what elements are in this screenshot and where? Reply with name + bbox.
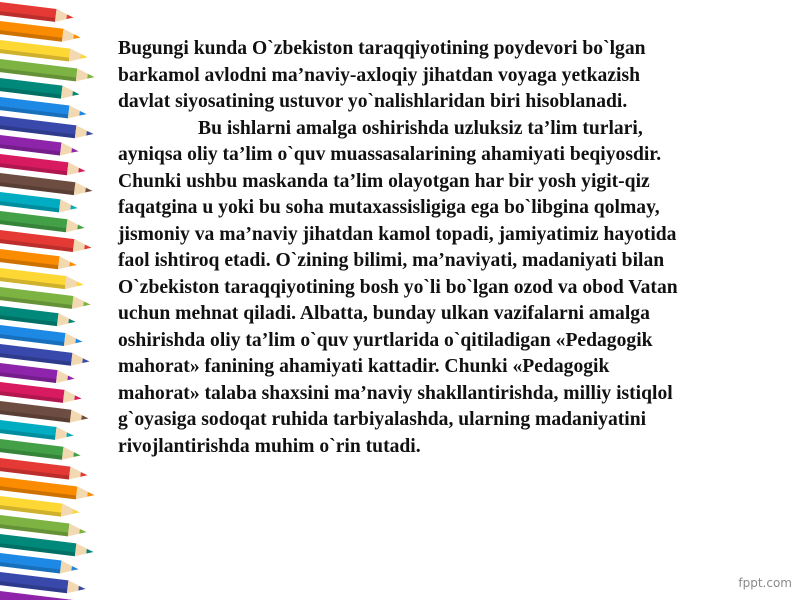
pencil — [0, 400, 89, 424]
pencil — [0, 514, 87, 538]
pencil — [0, 20, 81, 44]
text-line: faqatgina u yoki bu soha mutaxassisligiga ega bo`libgina qolmay, — [118, 197, 660, 218]
pencil — [0, 438, 81, 462]
text-line: rivojlantirishda muhim o`rin tutadi. — [118, 435, 421, 457]
pencil — [0, 267, 84, 291]
text-line: uchun mehnat qiladi. Albatta, bunday ulkan vazifalarni amalga — [118, 303, 650, 324]
colored-pencils-border — [0, 0, 110, 600]
pencil — [0, 419, 74, 442]
pencil — [0, 191, 78, 214]
pencil — [0, 305, 76, 328]
watermark: fppt.com — [738, 576, 792, 590]
text-line: barkamol avlodni ma’naviy-axloqiy jihatdan voyaga yetkazish — [118, 64, 641, 86]
pencil — [0, 286, 91, 311]
pencil — [0, 552, 79, 575]
pencil — [0, 590, 93, 600]
text-line: mahorat» talaba shaxsini ma’naviy shakllantirishda, milliy istiqlol — [118, 382, 673, 404]
text-line: jismoniy va ma’naviy jihatdan kamol topadi, jamiyatimiz hayotida — [118, 223, 677, 245]
pencil — [0, 210, 85, 234]
pencil — [0, 153, 86, 177]
text-line: Chunki ushbu maskanda ta’lim olayotgan har bir yosh yigit-qiz — [118, 170, 650, 192]
pencil — [0, 229, 92, 254]
pencil — [0, 571, 86, 595]
text-line: ayniqsa oliy ta’lim o`quv muassasalarining ahamiyati beqiyosdir. — [118, 144, 662, 165]
paragraph-2 — [118, 116, 768, 461]
pencil — [0, 324, 83, 348]
text-line: g`oyasiga sodoqat ruhida tarbiyalashda, ularning madaniyatini — [118, 409, 647, 430]
pencil — [0, 381, 82, 405]
pencil — [0, 96, 87, 120]
pencil — [0, 1, 74, 24]
pencil — [0, 77, 80, 100]
pencil — [0, 362, 75, 385]
text-line: mahorat» fanining ahamiyati kattadir. Chunki «Pedagogik — [118, 356, 610, 377]
text-line: Bu ishlarni amalga oshirishda uzluksiz ta’lim turlari, — [198, 117, 643, 139]
text-line: davlat siyosatining ustuvor yo`nalishlaridan biri hisoblanadi. — [118, 91, 628, 112]
pencil — [0, 533, 94, 558]
paragraph-1 — [118, 36, 768, 116]
text-line: O`zbekiston taraqqiyotining bosh yo`li bo`lgan ozod va obod Vatan — [118, 276, 678, 298]
pencil — [0, 495, 80, 518]
pencil — [0, 343, 90, 368]
text-line: Bugungi kunda O`zbekiston taraqqiyotining poydevori bo`lgan — [118, 38, 646, 59]
text-line: faol ishtiroq etadi. O`zining bilimi, ma’naviyati, madaniyati bilan — [118, 250, 665, 271]
text-line: oshirishda oliy ta’lim o`quv yurtlarida o`qitiladigan «Pedagogik — [118, 329, 653, 351]
pencil — [0, 115, 94, 140]
pencil — [0, 248, 77, 271]
pencil — [0, 172, 93, 197]
pencil — [0, 134, 79, 157]
pencil — [0, 39, 88, 63]
pencil — [0, 457, 88, 481]
body-text — [118, 36, 768, 460]
